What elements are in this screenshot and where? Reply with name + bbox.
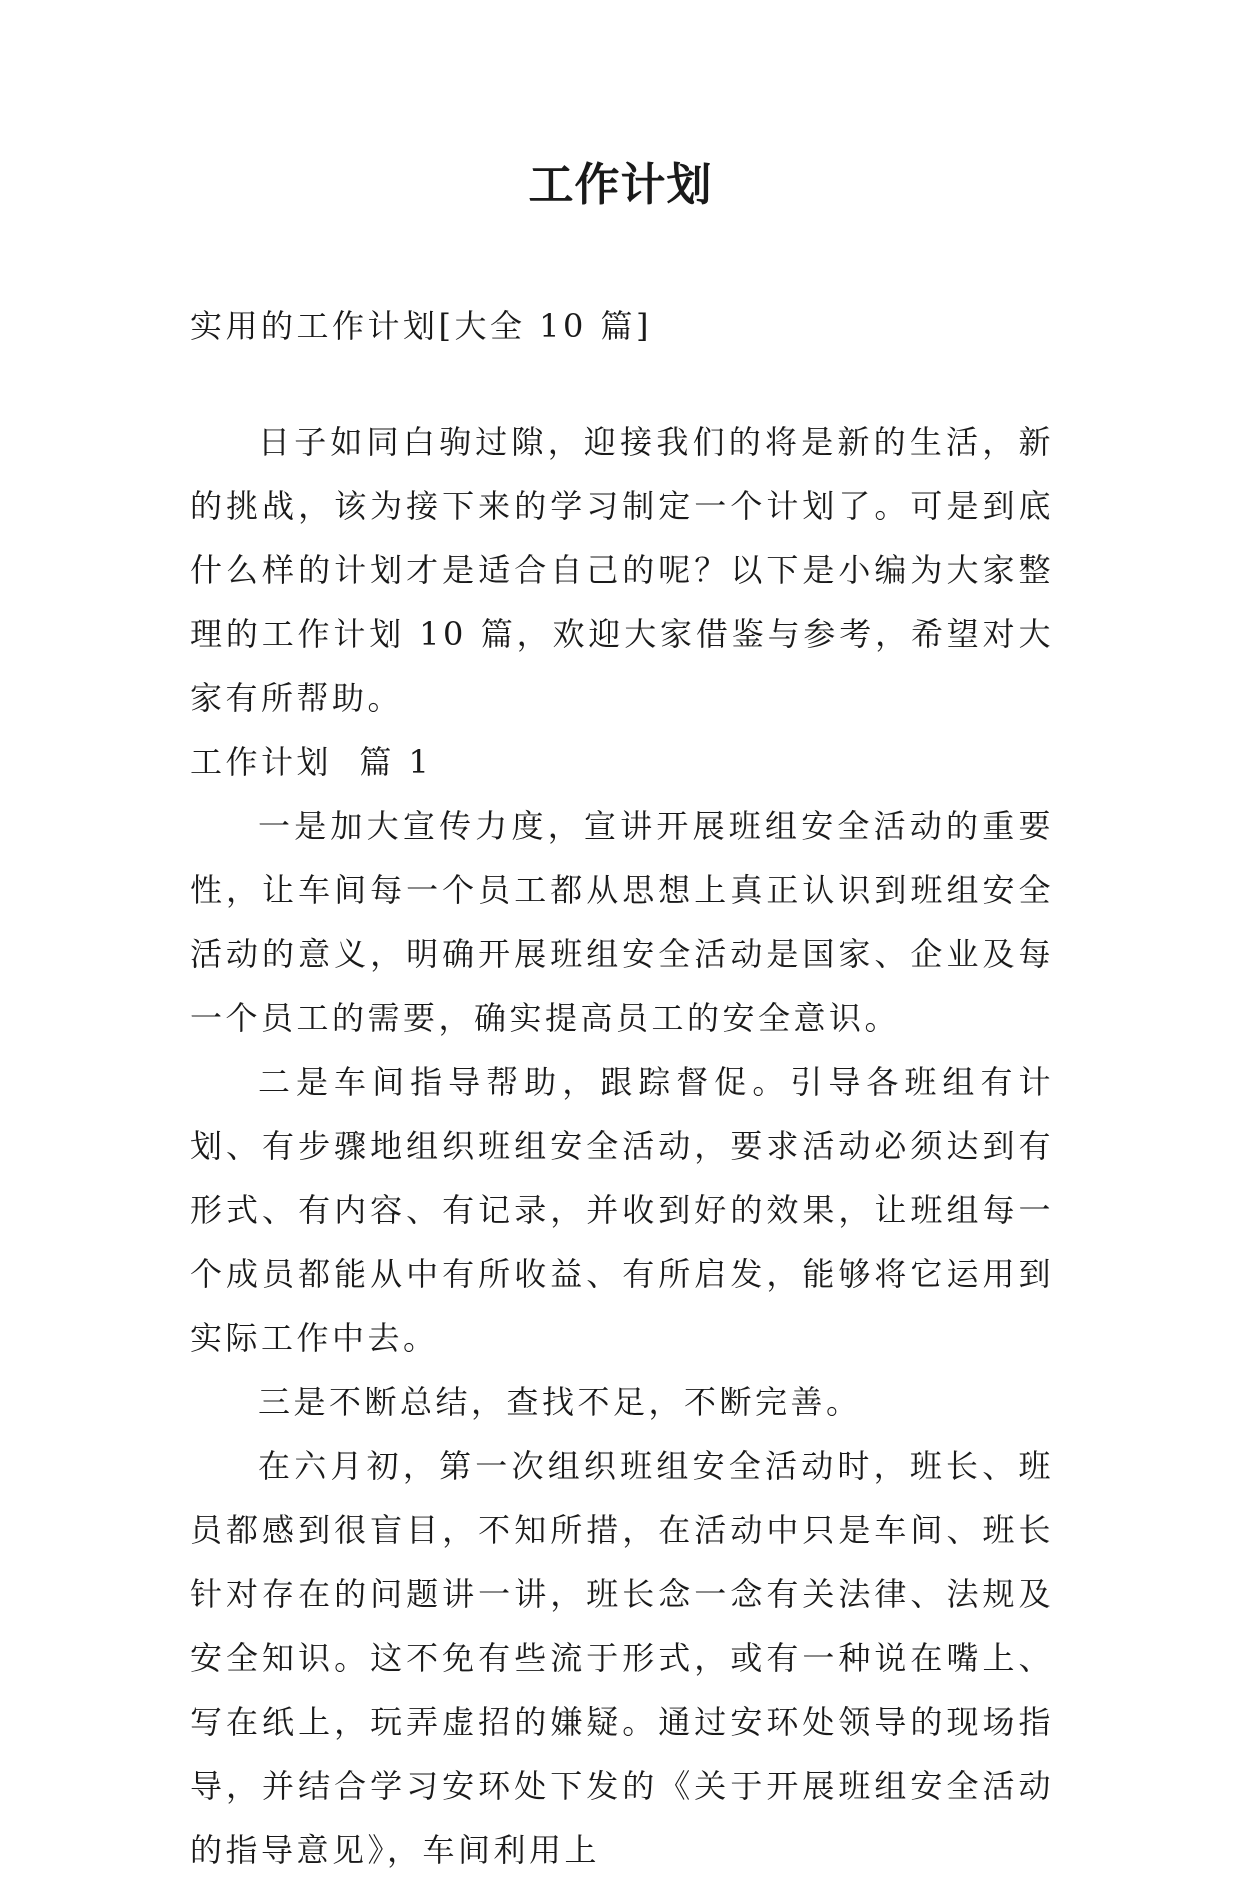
document-title: 工作计划 <box>528 158 713 211</box>
body-paragraph: 一是加大宣传力度，宣讲开展班组安全活动的重要性，让车间每一个员工都从思想上真正认识到班组安全活动的意义，明确开展班组安全活动是国家、企业及每一个员工的需要，确实提高员工的安全意识。 <box>190 807 1054 1037</box>
body-paragraph: 三是不断总结，查找不足，不断完善。 <box>258 1383 862 1421</box>
spacer <box>190 358 1054 410</box>
body-paragraph: 在六月初，第一次组织班组安全活动时，班长、班员都感到很盲目，不知所措，在活动中只是车间、班长针对存在的问题讲一讲，班长念一念有关法律、法规及安全知识。这不免有些流于形式，或有一种说在嘴上、写在纸上，玩弄虚招的嫌疑。通过安环处领导的现场指导，并结合学习安环处下发的《关于开展班组安全活动的指导意见》，车间利用上 <box>190 1447 1054 1869</box>
intro-paragraph: 日子如同白驹过隙，迎接我们的将是新的生活，新的挑战，该为接下来的学习制定一个计划了。可是到底什么样的计划才是适合自己的呢？以下是小编为大家整理的工作计划 10 篇，欢迎大家借鉴与参考，希望对大家有所帮助。 <box>190 423 1054 717</box>
document-subtitle: 实用的工作计划[大全 10 篇] <box>190 307 653 345</box>
document-body <box>190 294 1054 1882</box>
body-paragraph: 二是车间指导帮助，跟踪督促。引导各班组有计划、有步骤地组织班组安全活动，要求活动必须达到有形式、有内容、有记录，并收到好的效果，让班组每一个成员都能从中有所收益、有所启发，能够将它运用到实际工作中去。 <box>190 1063 1054 1357</box>
section-heading: 工作计划 篇 1 <box>190 743 433 781</box>
